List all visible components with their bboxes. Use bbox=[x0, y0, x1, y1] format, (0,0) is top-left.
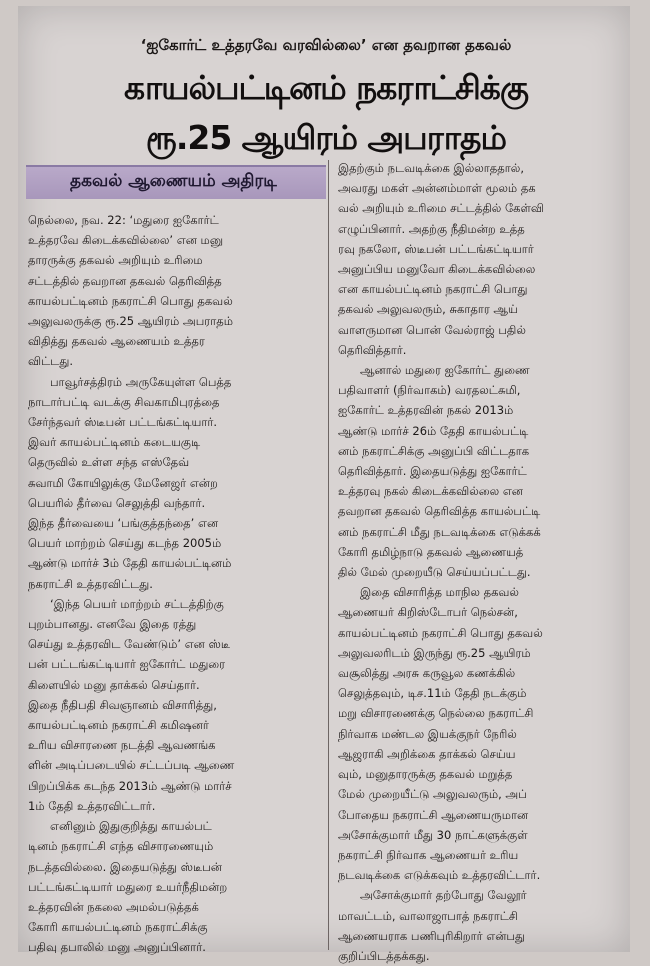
text-line: ஆஜராகி அறிக்கை தாக்கல் செய்ய bbox=[338, 746, 516, 761]
text-line: வும், மனுதாரருக்கு தகவல் மறுத்த bbox=[338, 767, 513, 782]
text-line: னம் நகராட்சி மீது நடவடிக்கை எடுக்கக் bbox=[338, 524, 541, 539]
text-line: பதிவாளர் (நிர்வாகம்) வரதலட்சுமி, bbox=[338, 383, 521, 398]
text-line: பெயர் மாற்றம் செய்து கடந்த 2005ம் bbox=[28, 536, 222, 551]
text-line: அசோக்குமார் மீது 30 நாட்களுக்குள் bbox=[338, 827, 528, 842]
text-line: பிறப்பிக்க கடந்த 2013ம் ஆண்டு மார்ச் bbox=[28, 778, 232, 793]
text-line: தவறான தகவல் தெரிவித்த காயல்பட்டி bbox=[338, 504, 541, 519]
text-line: 1ம் தேதி உத்தரவிட்டார். bbox=[28, 798, 156, 813]
text-line: விட்டது. bbox=[28, 354, 74, 369]
text-line: காயல்பட்டினம் நகராட்சி கமிஷனர் bbox=[28, 718, 209, 733]
text-line: அவரது மகள் அன்னம்மாள் மூலம் தக bbox=[338, 181, 536, 196]
text-line: வல் அறியும் உரிமை சட்டத்தில் கேள்வி bbox=[338, 201, 544, 216]
text-line: தில் மேல் முறையீடு செய்யப்பட்டது. bbox=[338, 565, 531, 580]
right-column bbox=[338, 158, 626, 966]
text-line: மேல் முறையீட்டு அலுவலரும், அப் bbox=[338, 787, 527, 802]
left-column bbox=[28, 210, 318, 958]
text-line: ஆண்டு மார்ச் 26ம் தேதி காயல்பட்டி bbox=[338, 423, 529, 438]
text-line: காயல்பட்டினம் நகராட்சி பொது தகவல் bbox=[28, 293, 233, 308]
text-line: என காயல்பட்டினம் நகராட்சி பொது bbox=[338, 282, 528, 297]
text-line: கோரி தமிழ்நாடு தகவல் ஆணையத் bbox=[338, 544, 524, 559]
text-line: பெயரில் தீர்வை செலுத்தி வந்தார். bbox=[28, 495, 206, 510]
text-line: ஆனால் மதுரை ஐகோர்ட் துணை bbox=[360, 363, 530, 378]
text-line: சட்டத்தில் தவறான தகவல் தெரிவித்த bbox=[28, 273, 222, 288]
text-line: இந்த தீர்வையை ‘பங்குத்தந்தை’ என bbox=[28, 516, 219, 531]
text-line: இதற்கும் நடவடிக்கை இல்லாததால், bbox=[338, 161, 524, 175]
text-line: புறம்பானது. எனவே இதை ரத்து bbox=[28, 617, 197, 632]
text-line: ளின் அடிப்படையில் சட்டப்படி ஆணை bbox=[28, 758, 235, 773]
text-line: பதிவு தபாலில் மனு அனுப்பினார். bbox=[28, 940, 206, 955]
text-line: தாரருக்கு தகவல் அறியும் உரிமை bbox=[28, 253, 203, 268]
text-line: மறு விசாரணைக்கு நெல்லை நகராட்சி bbox=[338, 706, 534, 721]
text-line: உத்தரவே கிடைக்கவில்லை’ என மனு bbox=[28, 233, 224, 248]
text-line: செய்து உத்தரவிட வேண்டும்’ என ஸ்டீ bbox=[28, 637, 230, 652]
text-line: உத்தரவு நகல் கிடைக்கவில்லை என bbox=[338, 484, 523, 499]
headline-line-2: ரூ.25 ஆயிரம் அபராதம் bbox=[145, 118, 507, 157]
byline-bar bbox=[26, 165, 326, 199]
text-line: காயல்பட்டினம் நகராட்சி பொது தகவல் bbox=[338, 625, 543, 640]
text-line: டினம் நகராட்சி எந்த விசாரணையும் bbox=[28, 839, 214, 854]
text-line: பன் பட்டங்கட்டியார் ஐகோர்ட் மதுரை bbox=[28, 657, 226, 672]
text-line: நடவடிக்கை எடுக்கவும் உத்தரவிட்டார். bbox=[338, 868, 541, 883]
text-line: ஐகோர்ட் உத்தரவின் நகல் 2013ம் bbox=[338, 403, 514, 418]
text-line: தெரிவித்தார். bbox=[338, 342, 407, 357]
text-line: அனுப்பிய மனுவோ கிடைக்கவில்லை bbox=[338, 262, 536, 277]
text-line: தெருவில் உள்ள சந்த எஸ்தேவ் bbox=[28, 455, 190, 470]
text-line: பட்டங்கட்டியார் மதுரை உயர்நீதிமன்ற bbox=[28, 879, 228, 894]
text-line: விதித்து தகவல் ஆணையம் உத்தர bbox=[28, 334, 205, 349]
text-line: நெல்லை, நவ. 22: ‘மதுரை ஐகோர்ட் bbox=[28, 213, 219, 227]
text-line: தெரிவித்தார். இதையடுத்து ஐகோர்ட் bbox=[338, 464, 527, 479]
text-line: ஆணையர் கிறிஸ்டோபர் நெல்சன், bbox=[338, 605, 518, 620]
text-line: கிளையில் மனு தாக்கல் செய்தார். bbox=[28, 677, 200, 692]
text-line: நகராட்சி நிர்வாக ஆணையர் உரிய bbox=[338, 847, 519, 862]
text-line: நாடார்பட்டி வடக்கு சிவகாமிபுரத்தை bbox=[28, 394, 220, 409]
text-line: தகவல் அலுவலரும், சுகாதார ஆய் bbox=[338, 302, 518, 317]
text-line: நடத்தவில்லை. இதையடுத்து ஸ்டீபன் bbox=[28, 859, 222, 874]
text-line: செலுத்தவும், டிச.11ம் தேதி நடக்கும் bbox=[338, 686, 527, 701]
text-line: உத்தரவின் நகலை அமல்படுத்தக் bbox=[28, 899, 199, 914]
text-line: பாவூர்சத்திரம் அருகேயுள்ள பெத்த bbox=[50, 374, 232, 389]
byline: தகவல் ஆணையம் அதிரடி bbox=[70, 171, 277, 191]
text-line: எனினும் இதுகுறித்து காயல்பட் bbox=[50, 819, 212, 834]
column-divider bbox=[328, 160, 329, 950]
text-line: நகராட்சி உத்தரவிட்டது. bbox=[28, 576, 153, 591]
text-line: போதைய நகராட்சி ஆணையருமான bbox=[338, 807, 529, 822]
text-line: அலுவலருக்கு ரூ.25 ஆயிரம் அபராதம் bbox=[28, 314, 233, 329]
text-line: இவர் காயல்பட்டினம் கடையகுடி bbox=[28, 435, 201, 450]
text-line: கோரி காயல்பட்டினம் நகராட்சிக்கு bbox=[28, 920, 208, 935]
text-line: னம் நகராட்சிக்கு அனுப்பி விட்டதாக bbox=[338, 443, 530, 458]
text-line: நிர்வாக மண்டல இயக்குநர் நேரில் bbox=[338, 726, 517, 741]
article-kicker: ‘ஐகோர்ட் உத்தரவே வரவில்லை’ என தவறான தகவல் bbox=[140, 36, 512, 54]
text-line: ஆணையராக பணிபுரிகிறார் என்பது bbox=[338, 928, 525, 943]
text-line: மாவட்டம், வாலாஜாபாத் நகராட்சி bbox=[338, 908, 518, 923]
text-line: வாளருமான பொன் வேல்ராஜ் பதில் bbox=[338, 322, 526, 337]
text-line: வசூலித்து அரசு கருவூல கணக்கில் bbox=[338, 666, 516, 681]
text-line: இதை நீதிபதி சிவஞானம் விசாரித்து, bbox=[28, 697, 217, 712]
headline-line-1: காயல்பட்டினம் நகராட்சிக்கு bbox=[123, 68, 529, 107]
text-line: சுவாமி கோயிலுக்கு மேனேஜர் என்ற bbox=[28, 475, 218, 490]
text-line: அலுவலரிடம் இருந்து ரூ.25 ஆயிரம் bbox=[338, 645, 531, 660]
text-line: இதை விசாரித்த மாநில தகவல் bbox=[360, 585, 519, 600]
text-line: எழுப்பினார். அதற்கு நீதிமன்ற உத்த bbox=[338, 221, 525, 236]
text-line: சேர்ந்தவர் ஸ்டீபன் பட்டங்கட்டியார். bbox=[28, 415, 218, 430]
article bbox=[26, 10, 626, 963]
text-line: குறிப்பிடத்தக்கது. bbox=[338, 948, 430, 963]
text-line: ரவு நகலோ, ஸ்டீபன் பட்டங்கட்டியார் bbox=[338, 241, 534, 256]
text-line: அசோக்குமார் தற்போது வேலூர் bbox=[360, 888, 527, 903]
text-line: ஆண்டு மார்ச் 3ம் தேதி காயல்பட்டினம் bbox=[28, 556, 232, 571]
text-line: ‘இந்த பெயர் மாற்றம் சட்டத்திற்கு bbox=[50, 596, 224, 611]
text-line: உரிய விசாரணை நடத்தி ஆவணங்க bbox=[28, 738, 216, 753]
